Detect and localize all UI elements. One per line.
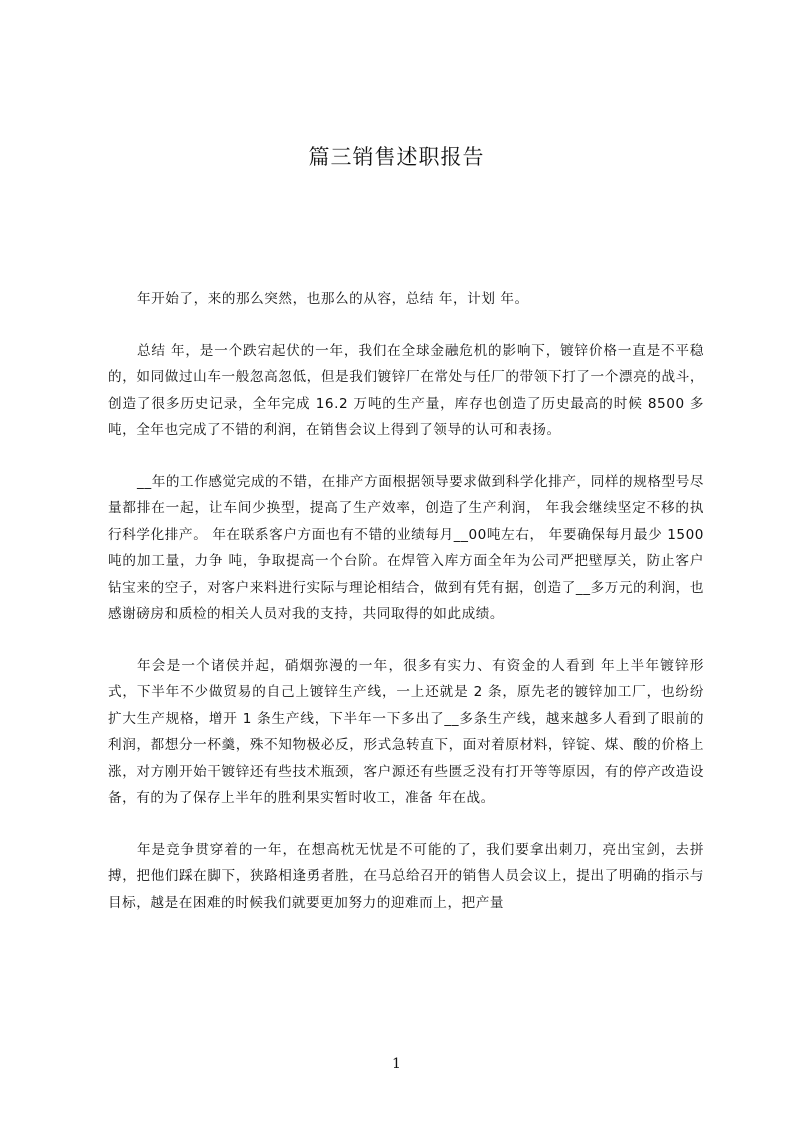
- page-number: 1: [392, 1056, 401, 1072]
- paragraph-summary: 总结 年，是一个跌宕起伏的一年，我们在全球金融危机的影响下，镀锌价格一直是不平稳的，如同做过山车一般忽高忽低，但是我们镀锌厂在常处与任厂的带领下打了一个漂亮的战斗，创造了很多历史记录，全年完成 16.2 万吨的生产量，库存也创造了历史最高的时候 8500 多吨，全年也完成了不错的利润，在销售会议上得到了领导的认可和表扬。: [108, 342, 704, 438]
- paragraph-market-situation: 年会是一个诸侯并起，硝烟弥漫的一年，很多有实力、有资金的人看到 年上半年镀锌形式，下半年不少做贸易的自己上镀锌生产线，一上还就是 2 条，原先老的镀锌加工厂，也纷纷扩大生产规格，增开 1 条生产线，下半年一下多出了__多条生产线，越来越多人看到了眼前的利润，都想分一杯羹，殊不知物极必反，形式急转直下，面对着原材料，锌锭、煤、酸的价格上涨，对方刚开始干镀锌还有些技术瓶颈，客户源还有些匮乏没有打开等等原因，有的停产改造设备，有的为了保存上半年的胜利果实暂时收工，准备 年在战。: [108, 657, 704, 806]
- document-title: 篇三销售述职报告: [308, 145, 485, 169]
- document-body: [108, 286, 709, 941]
- paragraph-competition: 年是竞争贯穿着的一年，在想高枕无忧是不可能的了，我们要拿出刺刀，亮出宝剑，去拼搏，把他们踩在脚下，狭路相逢勇者胜，在马总给召开的销售人员会议上，提出了明确的指示与目标，越是在困难的时候我们就要更加努力的迎难而上，把产量: [108, 841, 704, 911]
- paragraph-work-review: __年的工作感觉完成的不错，在排产方面根据领导要求做到科学化排产，同样的规格型号尽量都排在一起，让车间少换型，提高了生产效率，创造了生产利润， 年我会继续坚定不移的执行科学化排产。 年在联系客户方面也有不错的业绩每月__00吨左右， 年要确保每月最少 1500 吨的加工量，力争 吨，争取提高一个台阶。在焊管入库方面全年为公司严把壁厚关，防止客户钻宝来的空子，对客户来料进行实际与理论相结合，做到有凭有据，创造了__多万元的利润，也感谢磅房和质检的相关人员对我的支持，共同取得的如此成绩。: [108, 473, 709, 622]
- paragraph-intro: 年开始了，来的那么突然，也那么的从容，总结 年，计划 年。: [137, 291, 529, 307]
